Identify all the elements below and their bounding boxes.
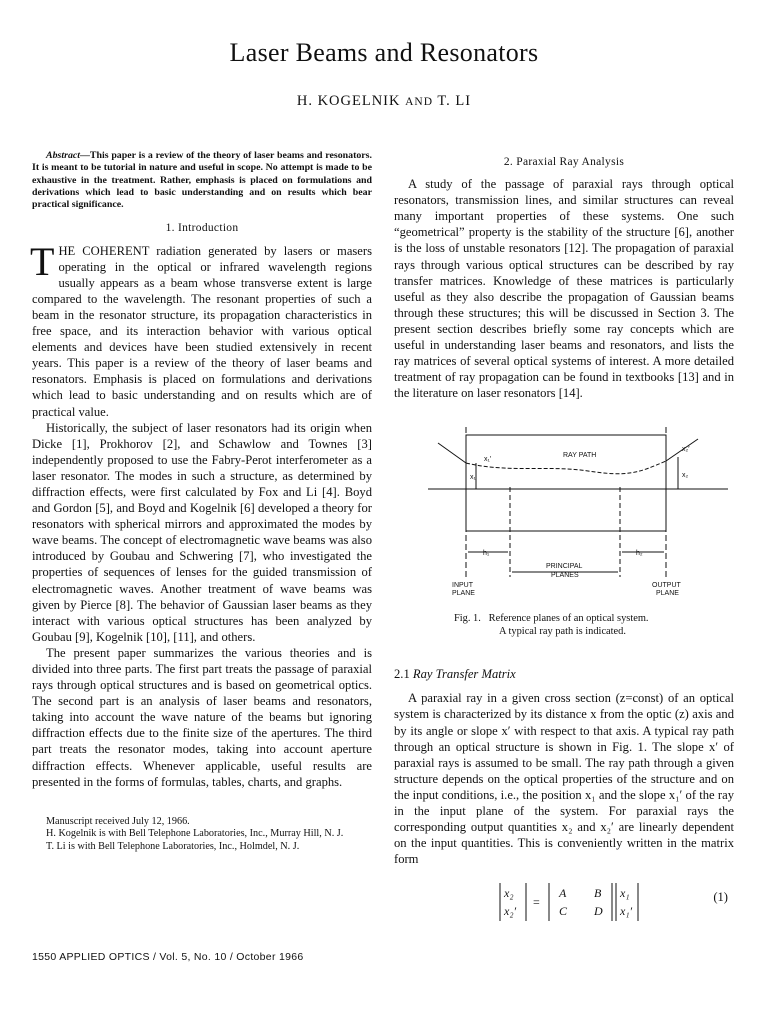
section-1-heading: 1. Introduction <box>165 222 239 235</box>
intro-paragraph-2: Historically, the subject of laser resonators had its origin when Dicke [1], Prokhorov [2], and Schawlow and Townes [3] independently proposed to use the Fabry-Perot interferometer as a laser resonator. The modes in such a structure, as determined by diffraction effects, were first calculated by Fox and Li [4]. Boyd and Gordon [5], and Boyd and Kogelnik [6] developed a theory for resonators with spherical mirrors and approximated the modes by wave beams. The concept of electromagnetic wave beams was also introduced by Goubau and Schwering [7], who investigated the properties of sequences of lenses for the guided transmission of electromagnetic waves. Another treatment of wave beams was given by Pierce [8]. The behavior of Gaussian laser beams as they interact with various optical structures has been analyzed by Goubau [9], Kogelnik [10], [11], and others. <box>32 420 372 644</box>
x2prime-label: x₂′ <box>682 446 690 454</box>
eq-x2prime: x₂′ <box>504 904 517 919</box>
h2-label: h₂ <box>636 550 643 558</box>
left-column <box>32 150 372 853</box>
x1-label: x₁ <box>470 474 476 482</box>
section-2-heading: 2. Paraxial Ray Analysis <box>503 156 625 168</box>
right-column <box>394 150 734 927</box>
h1-label: h₁ <box>483 550 490 558</box>
author-conjunction: AND <box>405 96 434 108</box>
equation-number: (1) <box>713 890 728 905</box>
optical-system-box <box>466 435 666 531</box>
author-li: T. LI <box>437 93 472 109</box>
input-plane-label: PLANE <box>452 590 475 598</box>
eq-a: A <box>559 886 567 901</box>
drop-cap: T <box>30 238 55 284</box>
abstract <box>32 150 372 211</box>
ray-path-label: RAY PATH <box>563 452 597 460</box>
principal-label: PRINCIPAL <box>546 563 583 571</box>
subsection-number: 2.1 <box>394 667 410 682</box>
matrix-equation <box>434 877 694 927</box>
figure-1-diagram <box>428 427 728 607</box>
footnotes <box>32 816 372 853</box>
abstract-text: —This paper is a review of the theory of laser beams and resonators. It is meant to be tutorial in nature and useful in scope. No attempt is made to be exhaustive in the treatment. Rather, emphasis is placed on formulations and derivations which lead to basic understanding and on results which bear practical significance. <box>32 150 372 211</box>
author-line <box>0 93 768 110</box>
ray-path <box>466 461 666 474</box>
footnote-kogelnik: H. Kogelnik is with Bell Telephone Laboratories, Inc., Murray Hill, N. J. <box>46 828 344 840</box>
figure-1-caption <box>454 613 734 638</box>
eq-x1prime: x₁′ <box>620 904 633 919</box>
ray-in <box>438 443 466 463</box>
paper-title: Laser Beams and Resonators <box>229 38 539 67</box>
output-plane-label: PLANE <box>656 590 679 598</box>
eq-x1: x₁ <box>620 886 630 901</box>
footnote-received: Manuscript received July 12, 1966. <box>46 815 190 827</box>
abstract-label: Abstract <box>46 150 81 161</box>
input-label: INPUT <box>452 582 473 590</box>
eq-equals: = <box>533 895 540 910</box>
eq-d: D <box>594 904 603 919</box>
caption-line-1: Reference planes of an optical system. <box>488 613 649 625</box>
subsection-2-1-heading <box>394 666 734 682</box>
output-label: OUTPUT <box>652 582 681 590</box>
x2-label: x₂ <box>682 472 689 480</box>
section-2-paragraph-2: A paraxial ray in a given cross section (z=const) of an optical system is characterized by its distance x from the optic (z) axis and by its angle or slope x′ with respect to that axis. A typical ray path through an optical structure is shown in Fig. 1. The slope x′ of paraxial rays is assumed to be small. The ray path through a given structure depends on the optical properties of the structure and on the input conditions, i.e., the position x₁ and the slope x₁′ of the ray in the input plane of the system. For paraxial rays the corresponding output quantities x₂ and x₂′ are linearly dependent on the input quantities. This is conveniently written in the matrix form <box>394 691 734 867</box>
equation-1 <box>394 877 734 927</box>
eq-c: C <box>559 904 568 919</box>
author-kogelnik: H. KOGELNIK <box>296 93 401 109</box>
intro-paragraph-3: The present paper summarizes the various theories and is divided into three parts. The first part treats the passage of paraxial rays through optical structures and is based on geometrical optics. The second part is an analysis of laser beams and resonators, taking into account the wave nature of the beams but ignoring diffraction effects due to the finite size of the apertures. The third part treats the resonator modes, taking into account aperture diffraction effects. Whenever applicable, useful results are presented in the forms of formulas, tables, charts, and graphs. <box>32 645 372 789</box>
eq-b: B <box>594 886 602 901</box>
planes-label: PLANES <box>551 572 579 580</box>
x1prime-label: x₁′ <box>484 456 492 464</box>
caption-line-2: A typical ray path is indicated. <box>499 625 626 637</box>
section-2-paragraph-1: A study of the passage of paraxial rays through optical resonators, transmission lines, and similar structures can reveal many important properties of these systems. One such “geometrical” property is the stability of the structure [6], another is the loss of unstable resonators [12]. The propagation of paraxial rays through various optical structures can be described by ray transfer matrices. Knowledge of these matrices is particularly useful as they also describe the propagation of Gaussian beams through these structures; this will be discussed in Section 3. The present section describes briefly some ray concepts which are useful in understanding laser beams and resonators, and lists the ray matrices of several optical systems of interest. A more detailed treatment of ray propagation can be found in textbooks [13] and in the literature on laser resonators [14]. <box>394 177 734 401</box>
intro-paragraph-1 <box>30 238 372 420</box>
intro-p1-text: HE COHERENT radiation generated by lasers or masers operating in the optical or infrared wavelength regions usually appears as a beam whose transverse extent is large compared to the wavelength. The resonant properties of such a beam in the resonator structure, its propagation characteristics in free space, and its interaction behavior with various optical elements and devices have been studied extensively in recent years. This paper is a review of the theory of laser beams and resonators. Emphasis is placed on formulations and derivations which lead to basic understanding and on results which are of practical value. <box>32 243 372 419</box>
eq-x2: x₂ <box>504 886 514 901</box>
caption-number: Fig. 1. <box>454 613 481 625</box>
footnote-li: T. Li is with Bell Telephone Laboratories, Inc., Holmdel, N. J. <box>46 840 300 852</box>
subsection-title: Ray Transfer Matrix <box>412 667 516 682</box>
running-footer: 1550 APPLIED OPTICS / Vol. 5, No. 10 / October 1966 <box>32 951 304 963</box>
